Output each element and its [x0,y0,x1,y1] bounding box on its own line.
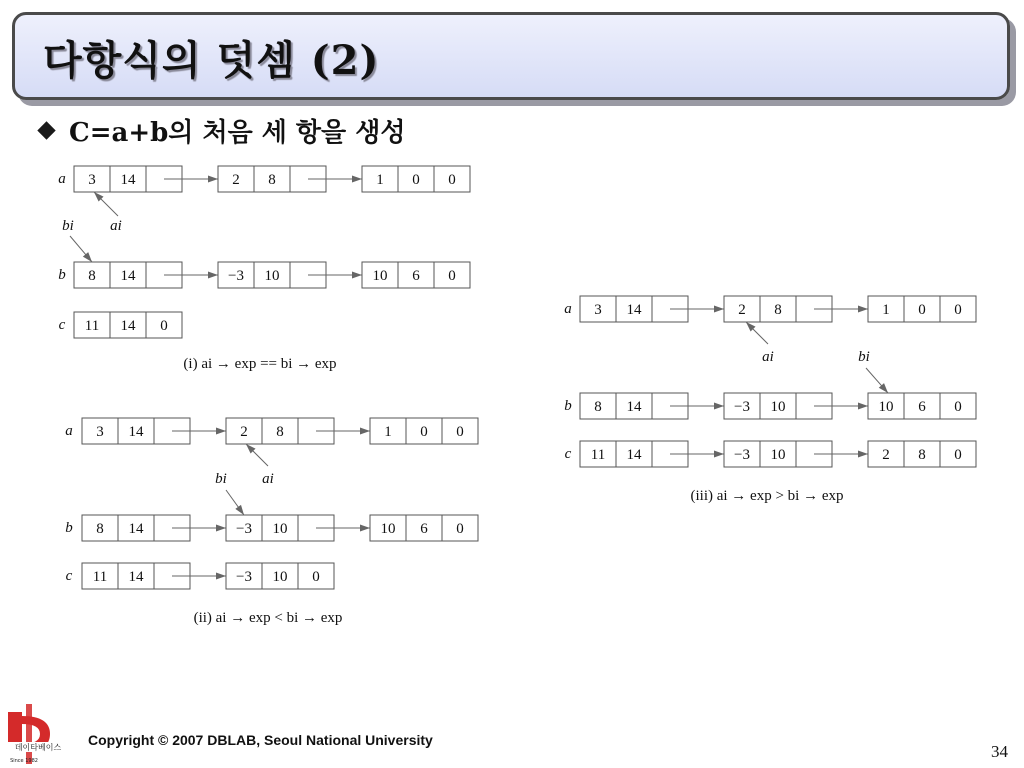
node-cell-value: 1 [882,302,890,318]
next-pointer-arrow-head [714,403,724,410]
node-cell-value: −3 [236,521,252,537]
node-cell-value: 10 [770,399,786,415]
node-cell-value: 6 [412,268,420,284]
node-cell-value: 14 [120,318,136,334]
bullet-formula: C=a+b [69,117,169,148]
next-pointer-arrow-head [208,272,218,279]
list-label-a: a [65,423,73,439]
node-cell-value: 14 [128,424,144,440]
slide-title-main: 다항식의 덧셈 [43,38,311,84]
pointer-label-ai: ai [262,471,274,487]
node-cell-value: 0 [456,424,464,440]
node-cell-value: 6 [918,399,926,415]
next-pointer-arrow-head [858,451,868,458]
next-pointer-arrow-head [216,428,226,435]
node-cell-value: 14 [120,172,136,188]
node-cell-value: 2 [882,447,890,463]
logo-text: 데이타베이스 [14,743,62,752]
node-cell-value: 0 [160,318,168,334]
next-pointer-arrow-head [216,573,226,580]
node-cell-value: −3 [734,447,750,463]
list-label-c: c [564,446,572,462]
node-cell-value: −3 [236,569,252,585]
footer-copyright: Copyright © 2007 DBLAB, Seoul National University [88,732,433,748]
pointer-label-ai: ai [762,349,774,365]
node-cell-value: 14 [626,399,642,415]
list-node [362,262,470,288]
diagram-caption: (iii) ai → exp > bi → exp [690,488,844,504]
node-cell-value: 14 [128,521,144,537]
node-cell-value: 8 [918,447,926,463]
node-cell-value: 14 [128,569,144,585]
node-cell-value: 10 [878,399,894,415]
node-cell-value: 0 [420,424,428,440]
slide-title-number: (2) [310,37,380,84]
node-cell-value: 1 [384,424,392,440]
node-cell-value: 8 [774,302,782,318]
list-label-c: c [65,568,73,584]
node-cell-value: 8 [88,268,96,284]
list-node [362,166,470,192]
list-label-a: a [58,171,66,187]
diagram-caption: (i) ai → exp == bi → exp [183,356,337,372]
node-cell-value: 0 [448,268,456,284]
node-cell-value: 8 [96,521,104,537]
node-cell-value: 11 [84,318,100,334]
page-number: 34 [991,742,1008,761]
pointer-label-bi: bi [858,349,870,365]
node-cell-value: 8 [276,424,284,440]
node-cell-value: 0 [918,302,926,318]
node-cell-value: 3 [594,302,602,318]
node-cell-value: 11 [590,447,606,463]
next-pointer-arrow-head [360,525,370,532]
node-cell-value: 3 [88,172,96,188]
next-pointer-arrow-head [714,306,724,313]
node-cell-value: 10 [272,569,288,585]
pointer-label-bi: bi [62,218,74,234]
list-label-a: a [564,301,572,317]
node-cell-value: 8 [268,172,276,188]
next-pointer-arrow-head [858,403,868,410]
node-cell-value: 0 [954,399,962,415]
node-cell-value: 0 [954,447,962,463]
list-label-b: b [564,398,572,414]
next-pointer-arrow-head [352,176,362,183]
next-pointer-arrow-head [714,451,724,458]
node-cell-value: 10 [272,521,288,537]
node-cell-value: 2 [232,172,240,188]
dblab-logo-icon [0,700,78,768]
node-cell-value: 0 [412,172,420,188]
logo-since-text: Since 1982 [10,758,38,764]
next-pointer-arrow-head [352,272,362,279]
node-cell-value: 0 [448,172,456,188]
node-cell-value: 0 [312,569,320,585]
next-pointer-arrow-head [360,428,370,435]
list-node [226,563,334,589]
list-node [868,296,976,322]
node-cell-value: 14 [120,268,136,284]
list-node [868,441,976,467]
pointer-label-ai: ai [110,218,122,234]
list-label-b: b [58,267,66,283]
node-cell-value: 1 [376,172,384,188]
node-cell-value: 14 [626,447,642,463]
list-node [868,393,976,419]
node-cell-value: 6 [420,521,428,537]
next-pointer-arrow-head [208,176,218,183]
node-cell-value: 3 [96,424,104,440]
node-cell-value: 14 [626,302,642,318]
node-cell-value: 10 [770,447,786,463]
node-cell-value: 10 [372,268,388,284]
list-node [370,515,478,541]
node-cell-value: 0 [954,302,962,318]
node-cell-value: 11 [92,569,108,585]
list-node [74,312,182,338]
pointer-arrow-bi-head [235,505,244,515]
diagram-caption: (ii) ai → exp < bi → exp [193,610,343,626]
node-cell-value: 2 [738,302,746,318]
list-node [370,418,478,444]
node-cell-value: 10 [264,268,280,284]
list-label-b: b [65,520,73,536]
node-cell-value: 8 [594,399,602,415]
list-label-c: c [58,317,66,333]
node-cell-value: −3 [734,399,750,415]
pointer-label-bi: bi [215,471,227,487]
next-pointer-arrow-head [858,306,868,313]
next-pointer-arrow-head [216,525,226,532]
node-cell-value: 2 [240,424,248,440]
bullet-description: 의 처음 세 항을 생성 [168,117,406,148]
node-cell-value: 0 [456,521,464,537]
node-cell-value: −3 [228,268,244,284]
node-cell-value: 10 [380,521,396,537]
